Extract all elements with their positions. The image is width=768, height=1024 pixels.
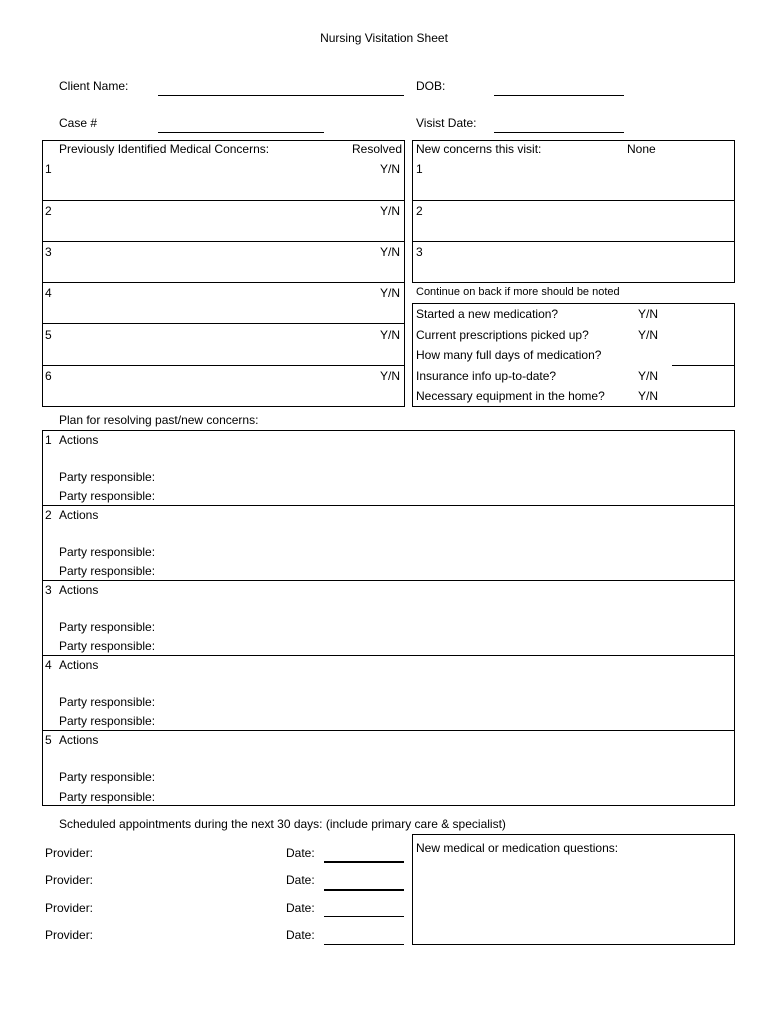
questions-label: New medical or medication questions: — [416, 841, 619, 855]
plan-box — [42, 430, 735, 806]
appointment-date-field[interactable] — [324, 861, 404, 863]
appointment-date-field[interactable] — [324, 944, 404, 945]
resolved-label: Resolved — [352, 142, 403, 156]
plan-party-label: Party responsible: — [59, 695, 156, 709]
case-number-label: Case # — [59, 116, 98, 130]
plan-row-number: 5 — [45, 733, 52, 747]
checklist-item: Started a new medication? — [416, 307, 559, 321]
previous-row-resolved[interactable]: Y/N — [380, 162, 401, 176]
checklist-item: Necessary equipment in the home? — [416, 389, 605, 403]
appointment-date-label: Date: — [286, 846, 315, 860]
checklist-yn[interactable]: Y/N — [638, 389, 659, 403]
plan-row-number: 2 — [45, 508, 52, 522]
appointment-date-label: Date: — [286, 873, 315, 887]
appointment-date-field[interactable] — [324, 916, 404, 917]
plan-actions-label: Actions — [59, 658, 99, 672]
plan-party-label: Party responsible: — [59, 620, 156, 634]
appointment-date-label: Date: — [286, 928, 315, 942]
client-name-field[interactable] — [158, 95, 404, 96]
appointment-date-label: Date: — [286, 901, 315, 915]
appointment-date-field[interactable] — [324, 889, 404, 891]
provider-label: Provider: — [45, 928, 94, 942]
plan-party-label: Party responsible: — [59, 770, 156, 784]
plan-row-number: 4 — [45, 658, 52, 672]
checklist-item: Insurance info up-to-date? — [416, 369, 557, 383]
provider-label: Provider: — [45, 901, 94, 915]
appointments-heading: Scheduled appointments during the next 30 days: (include primary care & specialist) — [59, 817, 506, 831]
page-title: Nursing Visitation Sheet — [320, 31, 448, 45]
new-concern-number: 1 — [416, 162, 423, 176]
plan-party-label: Party responsible: — [59, 545, 156, 559]
dob-label: DOB: — [416, 79, 446, 93]
previous-row-number: 6 — [45, 369, 52, 383]
previous-row-resolved[interactable]: Y/N — [380, 328, 401, 342]
new-concerns-heading: New concerns this visit: — [416, 142, 542, 156]
visit-date-field[interactable] — [494, 132, 624, 133]
previous-row-resolved[interactable]: Y/N — [380, 369, 401, 383]
case-number-field[interactable] — [158, 132, 324, 133]
plan-row-number: 1 — [45, 433, 52, 447]
medication-days-field[interactable] — [672, 365, 735, 366]
plan-party-label: Party responsible: — [59, 639, 156, 653]
previous-row-resolved[interactable]: Y/N — [380, 204, 401, 218]
dob-field[interactable] — [494, 95, 624, 96]
new-concerns-box — [412, 140, 735, 283]
checklist-yn[interactable]: Y/N — [638, 328, 659, 342]
plan-actions-label: Actions — [59, 508, 99, 522]
checklist-yn[interactable]: Y/N — [638, 307, 659, 321]
plan-actions-label: Actions — [59, 583, 99, 597]
checklist-yn[interactable]: Y/N — [638, 369, 659, 383]
provider-label: Provider: — [45, 846, 94, 860]
plan-actions-label: Actions — [59, 733, 99, 747]
previous-concerns-heading: Previously Identified Medical Concerns: — [59, 142, 270, 156]
plan-party-label: Party responsible: — [59, 470, 156, 484]
provider-label: Provider: — [45, 873, 94, 887]
none-label[interactable]: None — [627, 142, 656, 156]
checklist-item: How many full days of medication? — [416, 348, 602, 362]
previous-row-number: 1 — [45, 162, 52, 176]
previous-row-number: 5 — [45, 328, 52, 342]
plan-heading: Plan for resolving past/new concerns: — [59, 413, 259, 427]
new-concern-number: 2 — [416, 204, 423, 218]
plan-party-label: Party responsible: — [59, 489, 156, 503]
new-concern-number: 3 — [416, 245, 423, 259]
plan-actions-label: Actions — [59, 433, 99, 447]
previous-row-resolved[interactable]: Y/N — [380, 245, 401, 259]
plan-party-label: Party responsible: — [59, 564, 156, 578]
previous-row-number: 4 — [45, 286, 52, 300]
plan-row-number: 3 — [45, 583, 52, 597]
previous-row-number: 2 — [45, 204, 52, 218]
visit-date-label: Visist Date: — [416, 116, 477, 130]
plan-party-label: Party responsible: — [59, 790, 156, 804]
previous-concerns-box — [42, 140, 405, 407]
continue-note: Continue on back if more should be noted — [416, 286, 620, 298]
previous-row-resolved[interactable]: Y/N — [380, 286, 401, 300]
client-name-label: Client Name: — [59, 79, 129, 93]
plan-party-label: Party responsible: — [59, 714, 156, 728]
checklist-item: Current prescriptions picked up? — [416, 328, 589, 342]
previous-row-number: 3 — [45, 245, 52, 259]
